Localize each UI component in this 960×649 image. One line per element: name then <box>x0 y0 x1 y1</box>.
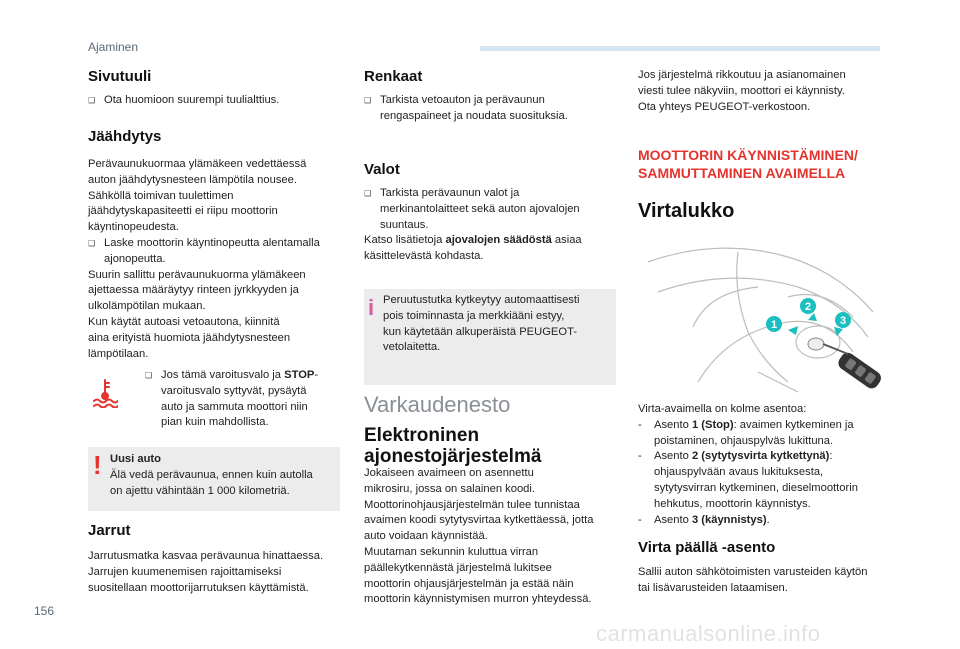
dash-marker: - <box>638 418 642 431</box>
dash-marker: - <box>638 450 642 463</box>
text-span: Asento <box>654 450 692 463</box>
ignition-switch-illustration <box>638 232 890 394</box>
text-line: mikrosiru, jossa on salainen koodi. <box>364 482 536 495</box>
heading-moottorin-kaynnistaminen <box>638 146 858 182</box>
position-label-2: 2 <box>804 301 812 313</box>
coolant-temperature-icon <box>92 378 118 408</box>
text-line: Virta-avaimella on kolme asentoa: <box>638 403 807 415</box>
text-line: ajettaessa määräytyy rinteen jyrkkyyden ja <box>88 284 299 297</box>
text-span: Jos tämä varoitusvalo ja <box>161 369 285 381</box>
valot-reference <box>364 233 614 249</box>
text-line: Tarkista perävaunun valot ja <box>380 187 520 199</box>
heading-virtalukko: Virtalukko <box>638 200 735 222</box>
heading-elektroninen <box>364 425 541 467</box>
text-line: Muutaman sekunnin kuluttua virran <box>364 545 539 558</box>
text-line: SAMMUTTAMINEN AVAIMELLA <box>638 165 846 181</box>
bullet-renkaat <box>364 93 614 125</box>
text-line: Älä vedä perävaunua, ennen kuin autolla <box>110 468 313 481</box>
text-line: moottorin käynnistymisen murron yhteydessä. <box>364 593 592 606</box>
heading-virta-paalla: Virta päällä -asento <box>638 539 776 556</box>
text-line: Peruutustutka kytkeytyy automaattisesti <box>383 294 580 306</box>
info-text <box>383 293 611 356</box>
text-line: kun käytetään alkuperäistä PEUGEOT- <box>383 325 578 338</box>
warning-title: Uusi auto <box>110 453 161 465</box>
text-line: Suurin sallittu perävaunukuorma ylämäkeen <box>88 268 306 281</box>
text-line: käsittelevästä kohdasta. <box>364 250 484 263</box>
heading-renkaat: Renkaat <box>364 68 423 85</box>
text-line: Laske moottorin käyntinopeutta alentamalla <box>104 236 320 249</box>
text-line: Perävaunukuormaa ylämäkeen vedettäessä <box>88 158 307 170</box>
text-line: ajonopeutta. <box>104 252 166 265</box>
text-line: Sallii auton sähkötoimisten varusteiden käytön <box>638 566 868 578</box>
text-line: rengaspaineet ja noudata suosituksia. <box>380 109 568 122</box>
text-line: Moottorinohjausjärjestelmän tulee tunnistaa <box>364 498 580 511</box>
watermark: carmanualsonline.info <box>596 621 821 646</box>
text-line: pois toiminnasta ja merkkiääni estyy, <box>383 309 565 322</box>
bullet-valot <box>364 186 614 233</box>
text-line: päällekytkennästä järjestelmä lukitsee <box>364 561 552 574</box>
col3-intro <box>638 68 893 115</box>
page-number: 156 <box>34 604 55 618</box>
stop-warning-text <box>145 368 345 431</box>
text-span: Asento <box>654 513 692 526</box>
text-line: Sähköllä toimivan tuulettimen <box>88 189 234 202</box>
bullet-jaahdytys <box>88 236 343 268</box>
text-line: varoitusvalo syttyvät, pysäytä <box>161 384 307 397</box>
text-span: Katso lisätietoja <box>364 234 446 247</box>
bullet-sivutuuli: ❑ Ota huomioon suurempi tuulialttius. <box>88 93 354 109</box>
text-line: poistaminen, ohjauspylväs lukittuna. <box>654 434 834 447</box>
text-line: auto voidaan käynnistää. <box>364 530 488 543</box>
virta-paalla-text <box>638 565 898 597</box>
heading-jarrut: Jarrut <box>88 522 131 539</box>
jarrut-text <box>88 549 343 596</box>
text-line: Jos järjestelmä rikkoutuu ja asianomainen <box>638 69 846 81</box>
text-bold: 3 (käynnistys) <box>691 513 767 526</box>
text-line: pian kuin mahdollista. <box>161 416 269 429</box>
text-line: ohjauspylvään avaus lukituksesta, <box>654 466 824 479</box>
text-line: suuntaus. <box>380 218 429 231</box>
text-span: . <box>766 513 770 526</box>
text-line: Ota yhteys PEUGEOT-verkostoon. <box>638 100 811 113</box>
position-label-1: 1 <box>770 319 778 331</box>
exclamation-icon: ! <box>93 450 102 480</box>
text-line: moottorin ohjausjärjestelmän ja estää näin <box>364 577 574 590</box>
text-line: auto ja sammuta moottori niin <box>161 400 308 413</box>
text-bold: ajovalojen säädöstä <box>445 234 552 247</box>
text-span: Asento <box>654 418 692 431</box>
text-line: on ajettu vähintään 1 000 kilometriä. <box>110 484 290 497</box>
heading-varkaudenesto: Varkaudenesto <box>364 392 511 417</box>
warning-text <box>110 452 338 499</box>
text-line: sytytysvirran kytkeminen, dieselmoottorin <box>654 481 858 494</box>
heading-jaahdytys: Jäähdytys <box>88 128 162 145</box>
text-line: suositellaan moottorijarrutuksen käyttämistä. <box>88 581 309 594</box>
text-line: auton jäähdytysnesteen lämpötila nousee. <box>88 173 297 186</box>
heading-sivutuuli: Sivutuuli <box>88 68 152 85</box>
text-line: Kun käytät autoasi vetoautona, kiinnitä <box>88 315 280 328</box>
bullet-stop <box>145 368 345 384</box>
text-line: Elektroninen <box>364 425 480 446</box>
text-line: ulkolämpötilan mukaan. <box>88 300 206 313</box>
text-span: : avaimen kytkeminen ja <box>733 418 854 431</box>
position-2-item <box>638 449 898 512</box>
text-line: Jarrutusmatka kasvaa perävaunua hinattaessa. <box>88 550 324 562</box>
position-3-item <box>638 513 898 529</box>
section-header: Ajaminen <box>88 40 139 54</box>
text-line: jäähdytyskapasiteetti ei riipu moottorin <box>88 205 278 218</box>
jaahdytys-text <box>88 157 343 362</box>
position-label-3: 3 <box>839 315 847 327</box>
text-line: avaimen koodi sytytysvirtaa kytkettäessä, jotta <box>364 514 594 527</box>
position-1-item <box>638 418 898 450</box>
text-line: hehkutus, moottorin käynnistys. <box>654 497 811 510</box>
text-line: ajonestojärjestelmä <box>364 446 542 467</box>
text-span: : <box>829 450 833 463</box>
text-bold: STOP <box>284 369 315 381</box>
valot-text <box>364 186 614 265</box>
positions-text <box>638 402 898 528</box>
text-line: aina erityistä huomiota jäähdytysnesteen <box>88 331 291 344</box>
text-bold: 2 (sytytysvirta kytkettynä) <box>691 450 830 463</box>
text-line: MOOTTORIN KÄYNNISTÄMINEN/ <box>638 147 858 163</box>
text-line: merkinantolaitteet sekä auton ajovalojen <box>380 202 580 215</box>
text-span: asiaa <box>551 234 582 247</box>
text-line: Jarrujen kuumenemisen rajoittamiseksi <box>88 565 282 578</box>
text-span: - <box>314 369 319 381</box>
info-icon: i <box>368 295 375 320</box>
text-line: Tarkista vetoauton ja perävaunun <box>380 94 545 106</box>
text-line: lämpötilaan. <box>88 347 149 360</box>
text-line: viesti tulee näkyviin, moottori ei käynnisty. <box>638 84 845 97</box>
elektroninen-text <box>364 466 619 608</box>
header-bar <box>480 46 880 51</box>
text-line: käyntinopeudesta. <box>88 221 179 234</box>
renkaat-text <box>364 93 614 125</box>
text-line: tai lisävarusteiden lataamisen. <box>638 581 788 594</box>
dash-marker: - <box>638 513 642 526</box>
text-line: vetolaitetta. <box>383 341 441 354</box>
text-line: Jokaiseen avaimeen on asennettu <box>364 467 534 479</box>
heading-valot: Valot <box>364 161 400 178</box>
text-bold: 1 (Stop) <box>691 418 734 431</box>
